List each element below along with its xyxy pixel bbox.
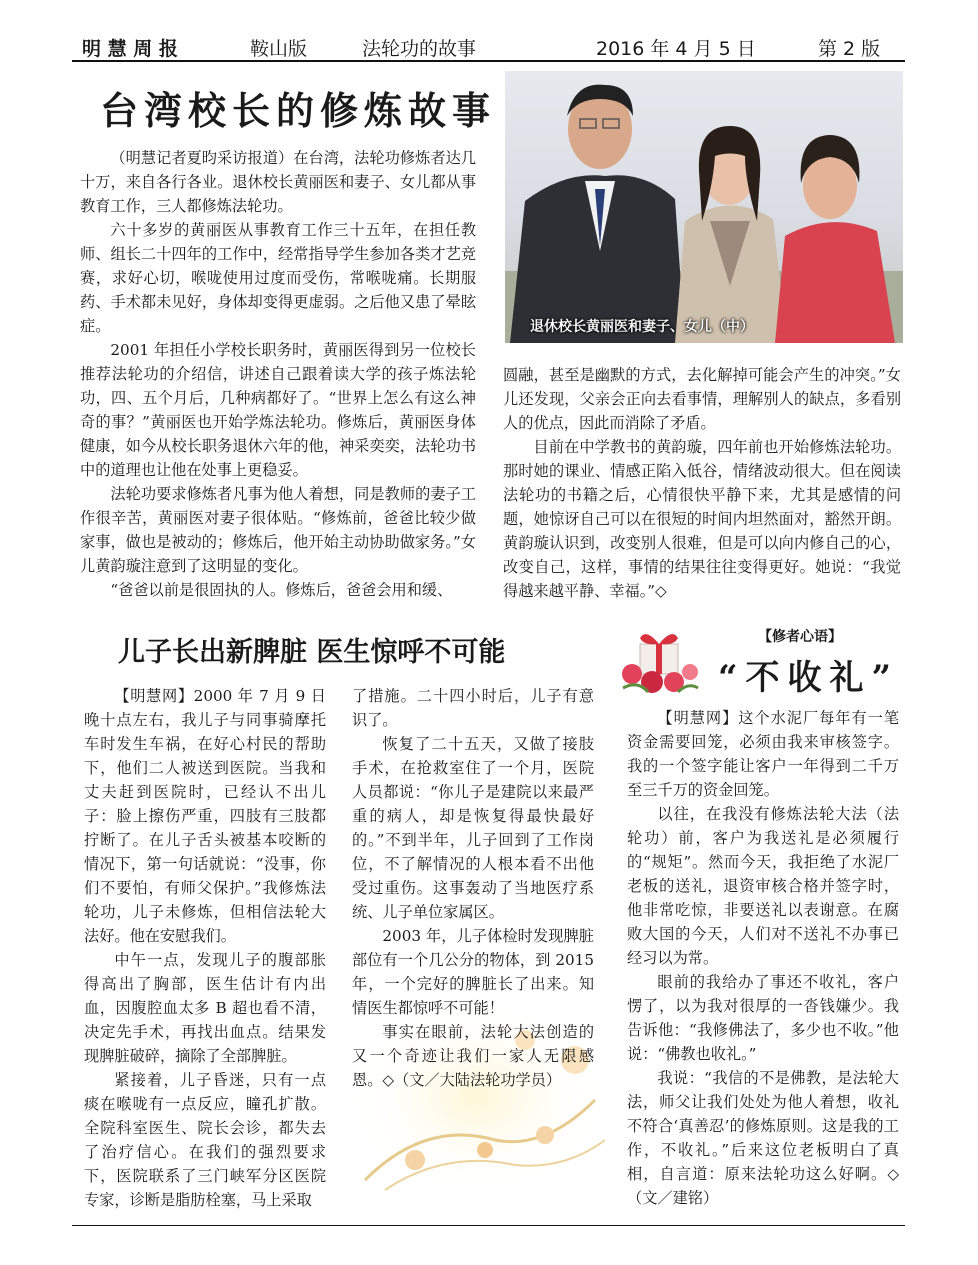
paragraph: 以往，在我没有修炼法轮大法（法轮功）前，客户为我送礼是必须履行的“规矩”。然而今天，我拒绝了水泥厂老板的送礼，退资审核合格并签字时，他非常吃惊，非要送礼以表谢意。在腐败大国的今天，人们对不送礼不办事已经习以为常。 [627, 805, 899, 967]
paragraph: 2003 年，儿子体检时发现脾脏部位有一个几公分的物体，到 2015 年，一个完好的脾脏长了出来。知情医生都惊呼不可能！ [352, 927, 594, 1017]
photo-caption: 退休校长黄丽医和妻子、女儿（中） [530, 319, 754, 335]
paragraph: 【明慧网】这个水泥厂每年有一笔资金需要回笼，必须由我来审核签字。我的一个签字能让客户一年得到二千万至三千万的资金回笼。 [627, 709, 899, 799]
paragraph: 【明慧网】2000 年 7 月 9 日晚十点左右，我儿子与同事骑摩托车时发生车祸，在好心村民的帮助下，他们二人被送到医院。当我和丈夫赶到医院时，已经认不出儿子：脸上擦伤严重，四肢有三肢都拧断了。在儿子舌头被基本咬断的情况下，第一句话就说：“没事，你们不要怕，有师父保护。”我修炼法轮功，儿子未修炼，但相信法轮大法好。他在安慰我们。 [84, 687, 326, 945]
story3-column [627, 706, 899, 1210]
paragraph: 事实在眼前，法轮大法创造的又一个奇迹让我们一家人无限感恩。◇（文／大陆法轮功学员） [352, 1023, 594, 1089]
story1-left-column [80, 146, 476, 602]
paragraph: 六十多岁的黄丽医从事教育工作三十五年，在担任教师、组长二十四年的工作中，经常指导学生参加各类才艺竞赛，求好心切，喉咙使用过度而受伤，常喉咙痛。长期服药、手术都未见好，身体却变得更虚弱。之后他又患了晕眩症。 [80, 221, 476, 335]
paragraph: 2001 年担任小学校长职务时，黄丽医得到另一位校长推荐法轮功的介绍信，讲述自己跟着读大学的孩子炼法轮功，四、五个月后，几种病都好了。“世界上怎么有这么神奇的事？”黄丽医也开始学炼法轮功。修炼后，黄丽医身体健康，如今从校长职务退休六年的他，神采奕奕，法轮功书中的道理也让他在处事上更稳妥。 [80, 341, 476, 479]
footer-rule [72, 1225, 905, 1226]
paragraph: 目前在中学教书的黄韵璇，四年前也开始修炼法轮功。那时她的课业、情感正陷入低谷，情绪波动很大。但在阅读法轮功的书籍之后，心情很快平静下来，尤其是感情的问题，她惊讶自己可以在很短的时间内坦然面对，豁然开朗。黄韵璇认识到，改变别人很难，但是可以向内修自己的心，改变自己，这样，事情的结果往往变得更好。她说：“我觉得越来越平静、幸福。”◇ [503, 438, 901, 600]
paragraph: 我说：“我信的不是佛教，是法轮大法，师父让我们处处为他人着想，收礼不符合‘真善忍’的修炼原则。这是我的工作，不收礼。”后来这位老板明白了真相，自言道：原来法轮功这么好啊。◇（文／建铭） [627, 1069, 899, 1207]
family-photo-illustration [505, 71, 903, 343]
paragraph: （明慧记者夏昀采访报道）在台湾，法轮功修炼者达几十万，来自各行各业。退休校长黄丽医和妻子、女儿都从事教育工作，三人都修炼法轮功。 [80, 149, 476, 215]
story2-title: 儿子长出新脾脏 医生惊呼不可能 [118, 637, 506, 668]
gift-icon [618, 622, 700, 696]
gift-rose-illustration [618, 622, 700, 696]
issue-date: 2016 年 4 月 5 日 [596, 38, 756, 60]
section-label: 法轮功的故事 [362, 38, 477, 60]
paragraph: 眼前的我给办了事还不收礼，客户愣了，以为我对很厚的一沓钱嫌少。我告诉他：“我修佛法了，多少也不收。”他说：“佛教也收礼。” [627, 973, 899, 1063]
header-rule [72, 60, 905, 62]
page-number: 第 2 版 [818, 38, 881, 60]
story3-title: “不收礼” [718, 658, 900, 698]
story2-column-2 [352, 684, 594, 1092]
story2-column-1 [84, 684, 326, 1212]
paragraph: 恢复了二十五天，又做了接肢手术，在抢救室住了一个月，医院人员都说：“你儿子是建院以来最严重的病人，却是恢复得最快最好的。”不到半年，儿子回到了工作岗位，不了解情况的人根本看不出他受过重伤。这事轰动了当地医疗系统、儿子单位家属区。 [352, 735, 594, 921]
edition-label: 鞍山版 [250, 38, 308, 60]
paragraph: 法轮功要求修炼者凡事为他人着想，同是教师的妻子工作很辛苦，黄丽医对妻子很体贴。“修炼前，爸爸比较少做家事，做也是被动的；修炼后，他开始主动协助做家务。”女儿黄韵璇注意到了这明显的变化。 [80, 485, 476, 575]
family-photo [505, 71, 903, 343]
story1-title: 台湾校长的修炼故事 [100, 88, 497, 133]
paragraph: “爸爸以前是很固执的人。修炼后，爸爸会用和缓、 [110, 581, 453, 599]
paragraph: 了措施。二十四小时后，儿子有意识了。 [352, 687, 594, 729]
paragraph: 紧接着，儿子昏迷，只有一点痰在喉咙有一点反应，瞳孔扩散。全院科室医生、院长会诊，都失去了治疗信心。在我们的强烈要求下，医院联系了三门峡军分区医院专家，诊断是脂肪栓塞，马上采取 [84, 1071, 326, 1209]
newspaper-name: 明 慧 周 报 [82, 38, 178, 60]
paragraph: 圆融，甚至是幽默的方式，去化解掉可能会产生的冲突。”女儿还发现，父亲会正向去看事情，理解别人的缺点，多看别人的优点，因此而消除了矛盾。 [503, 366, 901, 432]
paragraph: 中午一点，发现儿子的腹部胀得高出了胸部，医生估计有内出血，因腹腔血太多 B 超也看不清，决定先手术，再找出血点。结果发现脾脏破碎，摘除了全部脾脏。 [84, 951, 326, 1065]
story1-right-column [503, 363, 901, 603]
story3-kicker: 【修者心语】 [758, 629, 842, 645]
